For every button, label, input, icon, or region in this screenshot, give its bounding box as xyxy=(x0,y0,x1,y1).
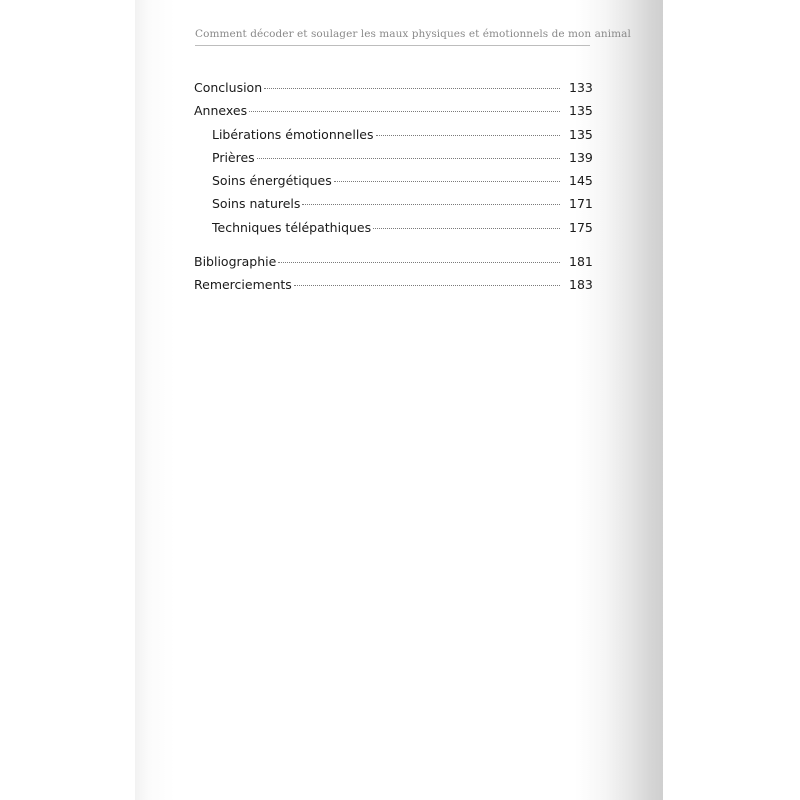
toc-entry-page: 139 xyxy=(569,149,593,165)
dot-leader xyxy=(257,158,560,159)
dot-leader xyxy=(278,262,560,263)
toc-entry-page: 133 xyxy=(569,80,593,95)
toc-subentry xyxy=(194,216,591,239)
toc-entry xyxy=(194,250,591,273)
toc-entry-label: Soins énergétiques xyxy=(212,173,332,189)
dot-leader xyxy=(376,135,560,136)
dot-leader xyxy=(373,228,560,229)
dot-leader xyxy=(264,88,560,89)
table-of-contents xyxy=(194,76,591,296)
toc-entry xyxy=(194,273,591,296)
book-page xyxy=(135,0,663,800)
toc-entry-page: 135 xyxy=(569,126,593,142)
toc-entry-label: Remerciements xyxy=(194,276,292,292)
toc-subentry xyxy=(194,123,591,146)
toc-entry-label: Bibliographie xyxy=(194,253,277,269)
toc-entry-page: 181 xyxy=(569,253,593,269)
running-header: Comment décoder et soulager les maux physiques et émotionnels de mon animal xyxy=(195,28,590,46)
toc-entry xyxy=(194,76,591,99)
toc-entry-page: 175 xyxy=(569,219,593,235)
dot-leader xyxy=(334,181,560,182)
toc-subentry xyxy=(194,146,591,169)
dot-leader xyxy=(249,111,560,112)
toc-entry-label: Prières xyxy=(212,149,255,165)
toc-entry-label: Conclusion xyxy=(194,80,263,95)
toc-entry xyxy=(194,99,591,122)
toc-entry-label: Soins naturels xyxy=(212,196,301,212)
toc-entry-label: Techniques télépathiques xyxy=(212,219,372,235)
toc-entry-page: 183 xyxy=(569,276,593,292)
dot-leader xyxy=(294,285,560,286)
toc-entry-page: 171 xyxy=(569,196,593,212)
toc-entry-page: 135 xyxy=(569,103,593,119)
toc-subentry xyxy=(194,169,591,192)
toc-entry-page: 145 xyxy=(569,173,593,189)
toc-entry-label: Libérations émotionnelles xyxy=(212,126,374,142)
dot-leader xyxy=(302,204,560,205)
toc-subentry xyxy=(194,192,591,215)
toc-entry-label: Annexes xyxy=(194,103,248,119)
